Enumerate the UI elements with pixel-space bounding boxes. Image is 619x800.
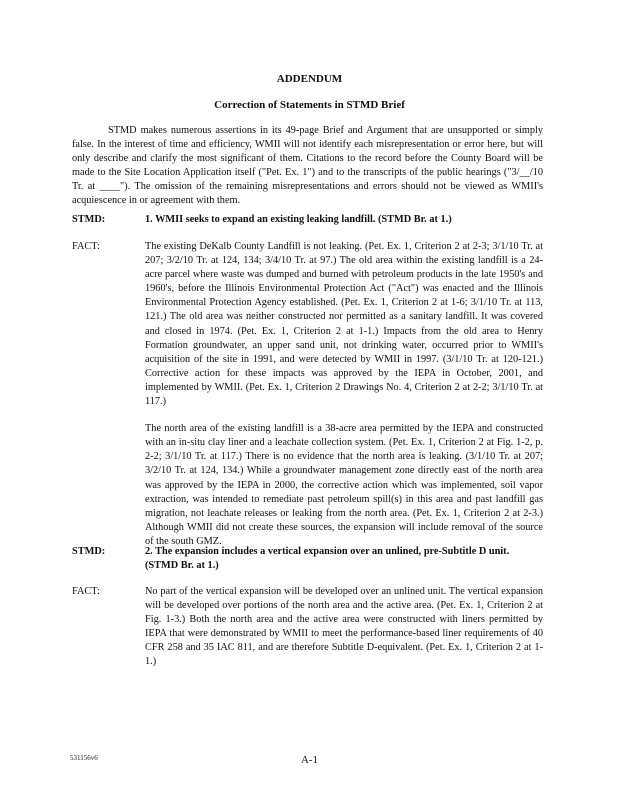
fact-paragraph: No part of the vertical expansion will be developed over an unlined unit. The vertical expansion will be developed over portions of the north area and the active area. (Pet. Ex. 1, Criterion 2 at Fig. 1-3.) Both the north area and the active area were constructed with liners permitted by IEPA that were demonstrated by WMII to meet the performance-based liner requirements of 40 CFR 258 and 35 IAC 811, and are therefore Subtitle D-equivalent. (Pet. Ex. 1, Criterion 2 at 1-1.): [145, 586, 543, 668]
document-subtitle: Correction of Statements in STMD Brief: [214, 99, 405, 111]
fact-paragraph: The north area of the existing landfill is a 38-acre area permitted by the IEPA and constructed with an in-situ clay liner and a leachate collection system. (Pet. Ex. 1, Criterion 2 at Fig. 1-2, p. 2-2; 3/1/10 Tr. at 117.) There is no evidence that the north area is leaking. (3/1/10 Tr. at 207; 3/2/10 Tr. at 124, 134.) While a groundwater management zone directly east of the north area was approved by the IEPA in 2000, the corrective action which was implemented, soil vapor extraction, was intended to remediate past petroleum spill(s) in this area and past landfill gas migration, not leachate releases or leaking from the north area. (Pet. Ex. 1, Criterion 2 at 2-3.) Although WMII did not create these sources, the expansion will include removal of the source of the south GMZ.: [145, 423, 543, 547]
stmd-claim-text: 2. The expansion includes a vertical expansion over an unlined, pre-Subtitle D unit. (STMD Br. at 1.): [145, 546, 510, 572]
stmd-claim-1: [72, 213, 545, 228]
intro-text: STMD makes numerous assertions in its 49-page Brief and Argument that are unsupported or simply false. In the interest of time and efficiency, WMII will not identify each misrepresentation or error here, but will only describe and clarify the most significant of them. Citations to the record before the County Board will be made to the Site Location Application itself ("Pet. Ex. 1") and to the transcripts of the public hearings ("3/__/10 Tr. at ____"). The omission of the remaining misrepresentations and errors should not be viewed as WMII's acquiescence in or agreement with them.: [72, 125, 543, 207]
document-id: 531156v6: [70, 754, 98, 762]
fact-body: [145, 240, 543, 549]
document-title: ADDENDUM: [276, 73, 343, 85]
fact-paragraph: The existing DeKalb County Landfill is not leaking. (Pet. Ex. 1, Criterion 2 at 2-3; 3/1/10 Tr. at 207; 3/2/10 Tr. at 124, 134; 3/4/10 Tr. at 97.) The old area within the existing landfill is a 24-acre parcel where waste was dumped and burned with petroleum products in the late 1950's and 1960's, before the Illinois Environmental Protection Act ("Act") was enacted and the Illinois Environmental Protection Agency established. (Pet. Ex. 1, Criterion 2 at 1-6; 3/1/10 Tr. at 113, 121.) The old area was neither constructed nor permitted as a sanitary landfill. It was covered and closed in 1974. (Pet. Ex. 1, Criterion 2 at 1-1.) Impacts from the old area to Henry Formation groundwater, an upper sand unit, not drinking water, occurred prior to WMII's acquisition of the site in 1991, and were detected by WMII in 1997. (3/1/10 Tr. at 120-121.) Corrective action for these impacts was approved by the IEPA in October, 2001, and implemented by WMII. (Pet. Ex. 1, Criterion 2 Drawings No. 4, Criterion 2 at 2-2; 3/1/10 Tr. at 117.): [145, 241, 543, 408]
stmd-label: STMD:: [72, 214, 106, 225]
fact-label: FACT:: [72, 586, 100, 597]
stmd-label: STMD:: [72, 546, 106, 557]
page-number: A-1: [300, 754, 319, 766]
fact-label: FACT:: [72, 241, 100, 252]
intro-paragraph: [72, 124, 543, 209]
stmd-claim-text: 1. WMII seeks to expand an existing leaking landfill. (STMD Br. at 1.): [145, 214, 452, 225]
fact-body: [145, 585, 543, 670]
stmd-claim-2: [72, 545, 545, 575]
